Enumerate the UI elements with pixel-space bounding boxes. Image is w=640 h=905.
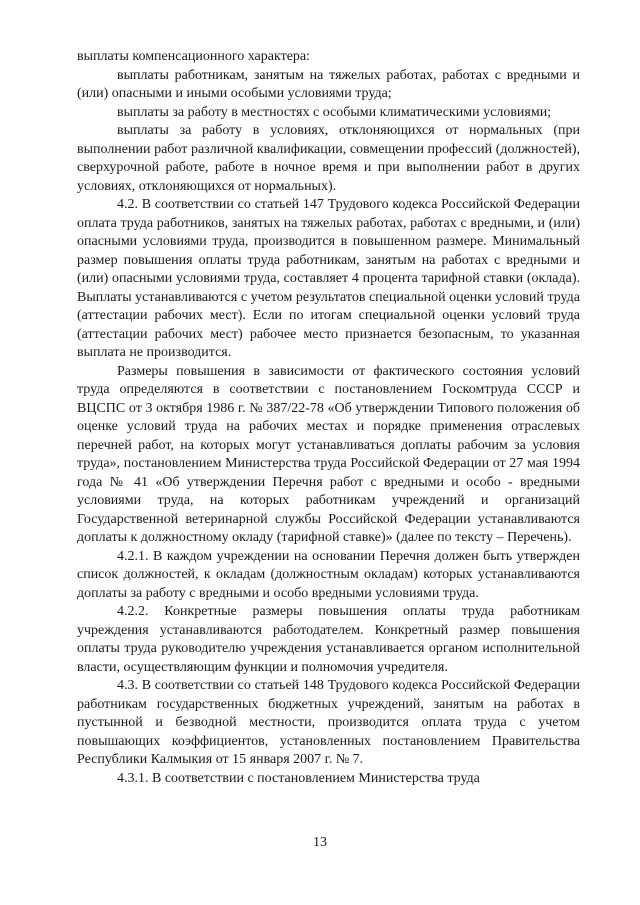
page-number: 13 <box>313 835 327 850</box>
paragraph-climate-payments: выплаты за работу в местностях с особыми климатическими условиями; <box>117 104 552 120</box>
paragraph-intro: выплаты компенсационного характера: <box>77 49 311 64</box>
paragraph-4-2: 4.2. В соответствии со статьей 147 Трудового кодекса Российской Федерации оплата труда работников, занятых на тяжелых работах, работах с вредными, и (или) опасными условиями труда, производится в повышенном размере. Минимальный размер повышения оплаты труда работникам, занятым на работах с вредными и (или) опасными условиями труда, составляет 4 процента тарифной ставки (оклада). Выплаты устанавливаются с учетом результатов специальной оценки условий труда (аттестации рабочих мест). Если по итогам специальной оценки условий труда (аттестации рабочих мест) рабочее место признается безопасным, то указанная выплата не производится. <box>77 197 580 360</box>
body-text <box>77 48 580 788</box>
paragraph-4-3-1: 4.3.1. В соответствии с постановлением Министерства труда <box>117 770 480 786</box>
paragraph-4-3: 4.3. В соответствии со статьей 148 Трудового кодекса Российской Федерации работникам государственных бюджетных учреждений, занятым на работах в пустынной и безводной местности, производится оплата труда с учетом повышающих коэффициентов, установленных постановлением Правительства Республики Калмыкия от 15 января 2007 г. № 7. <box>77 678 580 767</box>
paragraph-increase-sizes: Размеры повышения в зависимости от фактического состояния условий труда определяются в соответствии с постановлением Госкомтруда СССР и ВЦСПС от 3 октября 1986 г. № 387/22-78 «Об утверждении Типового положения об оценке условий труда на рабочих местах и порядке применения отраслевых перечней работ, на которых могут устанавливаться доплаты рабочим за условия труда», постановлением Министерства труда Российской Федерации от 27 мая 1994 года № 41 «Об утверждении Перечня работ с вредными и особо - вредными условиями труда, на которых работникам учреждений и организаций Государственной ветеринарной службы Российской Федерации устанавливаются доплаты к должностному окладу (тарифной ставке)» (далее по тексту – Перечень). <box>77 363 580 545</box>
paragraph-abnormal-conditions-payments: выплаты за работу в условиях, отклоняющихся от нормальных (при выполнении работ различной квалификации, совмещении профессий (должностей), сверхурочной работе, работе в ночное время и при выполнении работ в других условиях, отклоняющихся от нормальных). <box>77 123 580 194</box>
paragraph-4-2-1: 4.2.1. В каждом учреждении на основании Перечня должен быть утвержден список должностей, к окладам (должностным окладам) которых устанавливаются доплаты за работу с вредными и особо вредными условиями труда. <box>77 548 580 601</box>
paragraph-hazardous-work-payments: выплаты работникам, занятым на тяжелых работах, работах с вредными и (или) опасными и иными особыми условиями труда; <box>77 67 580 101</box>
paragraph-4-2-2: 4.2.2. Конкретные размеры повышения оплаты труда работникам учреждения устанавливаются работодателем. Конкретный размер повышения оплаты труда руководителю учреждения устанавливается органом исполнительной власти, осуществляющим функции и полномочия учредителя. <box>77 604 580 675</box>
